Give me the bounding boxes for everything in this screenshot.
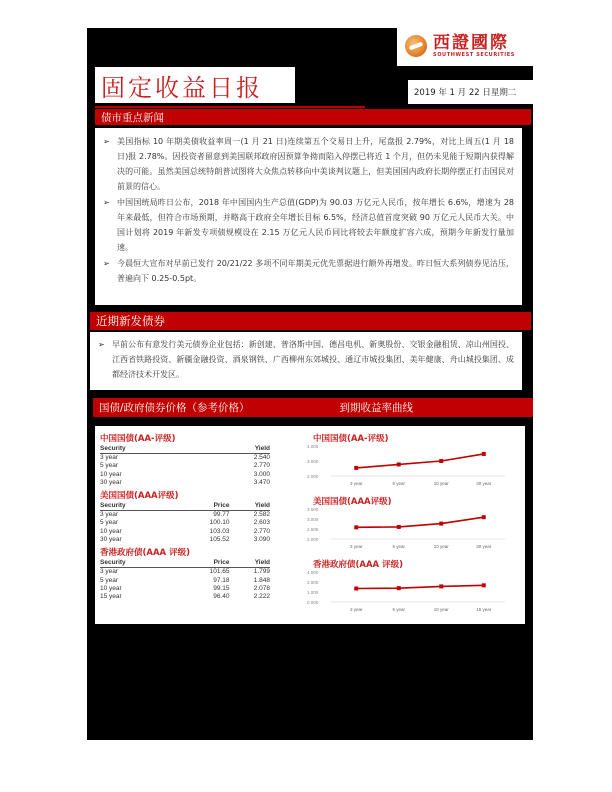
bullet-arrow-icon: ➢	[103, 198, 110, 207]
table-row: 3 year 99.77 2.582	[100, 511, 270, 519]
table-row: 30 year 105.52 3.090	[100, 536, 270, 544]
report-title-box	[95, 67, 295, 103]
section-title-news: 债市重点新闻	[101, 111, 164, 124]
section-header-new-issues	[90, 312, 531, 330]
table-row: 10 year 99.15 2.078	[100, 584, 270, 592]
news-item: ➢ 中国国统局昨日公布，2018 年中国国内生产总值(GDP)为 90.03 万亿元人民币，按年增长 6.6%，增速为 28 年来最低，但符合市场预期，并略高于政府全年增长目标 6.5%，经济总值首度突破 90 万亿元人民币大关。中国计划将 2019 年新发专项债规模设在 2.15 万亿元人民币同比将较去年额度扩容六成，预期今年新发行量加速。	[103, 195, 514, 255]
svg-text:30 year: 30 year	[476, 544, 492, 549]
news-item: ➢ 美国指标 10 年期美债收益率周一(1 月 21 日)连续第五个交易日上升，尾盘报 2.79%，对比上周五(1 月 18 日)报 2.78%。因投资者留意到美国联邦政府因预算争拗而陷入停摆已将近 1 个月，但仍未见能于短期内获得解决的可能。虽然美国总统特朗普试图将大众焦点转移向中美谈判议题上，但美国国内政府长期停摆正打击国民对前景的信心。	[103, 134, 514, 194]
issue-item: ➢ 早前公布有意发行美元债券企业包括：新创建、普洛斯中国、德昌电机、新奥股份、交银金融租赁、凉山州国投、江西省铁路投资、新疆金融投资、酒泉钢铁、广西柳州东郊城投、通辽市城投集团、美年健康、舟山城投集团、成都经济技术开发区。	[98, 337, 514, 382]
table-row: 3 year 2.540	[100, 454, 270, 461]
yield-chart-china: 中国国债(AA-评级) 2.000 3.000 4.000 3 year 5 year 10 year 30 year	[307, 434, 492, 486]
svg-text:4.000: 4.000	[307, 570, 319, 575]
section-title-prices: 国债/政府债券价格（参考价格）	[99, 402, 250, 414]
price-table-us: 美国国债(AAA评级) Security Price Yield 3 year 99.77 2.582 5 year 100.10 2.603 10 year 103.03 2.770 30 year 105.52 3.090	[100, 491, 270, 544]
svg-text:0.000: 0.000	[307, 600, 319, 605]
svg-text:5 year: 5 year	[392, 607, 406, 612]
table-row: 10 year 3.000	[100, 470, 270, 478]
logo-english-name: SOUTHWEST SECURITIES	[433, 51, 515, 58]
new-issues-panel	[90, 332, 522, 390]
svg-text:2.000: 2.000	[307, 537, 319, 542]
table-row: 10 year 103.03 2.770	[100, 527, 270, 535]
svg-text:2.000: 2.000	[307, 474, 319, 479]
table-row: 3 year 101.65 1.799	[100, 568, 270, 576]
company-logo	[397, 26, 533, 66]
bond-price-tables	[100, 430, 300, 602]
svg-text:5 year: 5 year	[392, 544, 406, 549]
yield-curve-charts	[305, 432, 515, 621]
svg-text:2.000: 2.000	[307, 580, 319, 585]
section-title-new-issues: 近期新发债券	[96, 314, 165, 328]
svg-text:10 year: 10 year	[433, 544, 449, 549]
svg-text:3.000: 3.000	[307, 459, 319, 464]
section-header-prices	[93, 398, 533, 417]
svg-text:3 year: 3 year	[349, 544, 363, 549]
logo-emblem-icon	[405, 35, 427, 57]
svg-text:10 year: 10 year	[433, 481, 449, 486]
svg-text:10 year: 10 year	[433, 607, 449, 612]
news-panel	[95, 128, 522, 305]
table-row: 5 year 100.10 2.603	[100, 519, 270, 527]
svg-text:4.000: 4.000	[307, 444, 319, 449]
yield-chart-hk: 香港政府债(AAA 评级) 0.000 1.000 2.000 4.000 3 year 5 year 10 year 15 year	[307, 560, 492, 612]
title-underline	[95, 106, 365, 108]
section-title-yield-curve: 到期收益率曲线	[339, 402, 414, 414]
logo-chinese-name: 西證國際	[433, 32, 509, 53]
price-table-china: 中国国债(AA-评级) Security Yield 3 year 2.540 5 year 2.770 10 year 3.000 30 year 3.470	[100, 434, 270, 486]
svg-text:3 year: 3 year	[349, 481, 363, 486]
svg-text:1.000: 1.000	[307, 590, 319, 595]
report-title: 固定收益日报	[101, 73, 263, 102]
svg-text:15 year: 15 year	[476, 607, 492, 612]
section-header-news	[95, 109, 531, 125]
price-table-hk: 香港政府债(AAA 评级) Security Price Yield 3 year 101.65 1.799 5 year 97.18 1.848 10 year 99.15 2.078 15 year 96.40 2.222	[100, 548, 270, 601]
svg-text:30 year: 30 year	[476, 481, 492, 486]
table-row: 5 year 2.770	[100, 462, 270, 470]
svg-text:3.000: 3.000	[307, 517, 319, 522]
svg-text:5 year: 5 year	[392, 481, 406, 486]
svg-text:3.500: 3.500	[307, 507, 319, 512]
bullet-arrow-icon: ➢	[103, 259, 110, 268]
bullet-arrow-icon: ➢	[103, 137, 110, 146]
table-row: 15 year 96.40 2.222	[100, 593, 270, 601]
table-row: 30 year 3.470	[100, 478, 270, 486]
news-item: ➢ 今晨恒大宣布对早前已发行 20/21/22 多项不同年期美元优先票据进行额外再增发。昨日恒大系列债券见沽压，普遍向下 0.25-0.5pt。	[103, 256, 514, 286]
svg-text:2.500: 2.500	[307, 527, 319, 532]
bullet-arrow-icon: ➢	[98, 340, 105, 349]
table-row: 5 year 97.18 1.848	[100, 576, 270, 584]
yield-chart-us: 美国国债(AAA评级) 2.000 2.500 3.000 3.500 3 year 5 year 10 year 30 year	[307, 497, 492, 549]
svg-text:3 year: 3 year	[349, 607, 363, 612]
report-date: 2019 年 1 月 22 日星期二	[408, 80, 533, 104]
